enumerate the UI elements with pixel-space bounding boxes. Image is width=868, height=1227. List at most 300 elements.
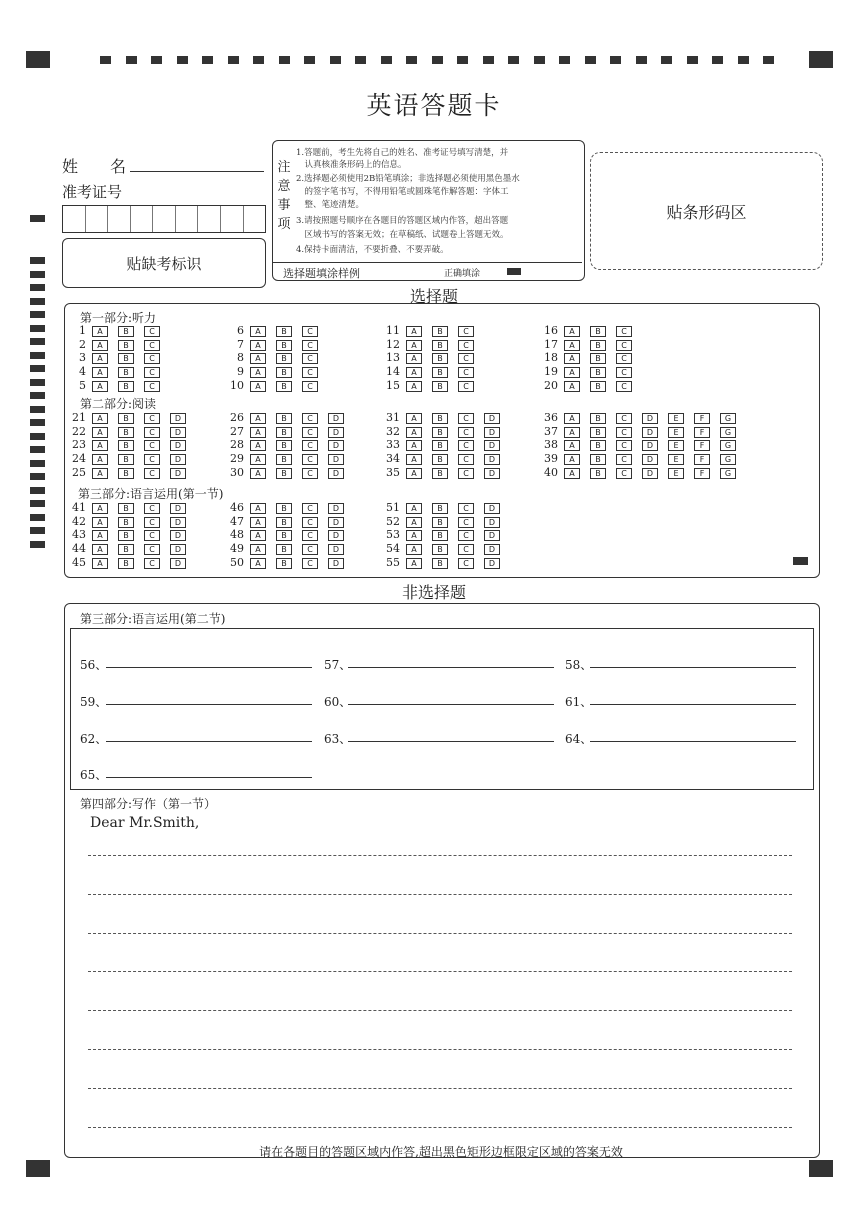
- option-bubble-c[interactable]: C: [144, 454, 160, 465]
- option-bubble-a[interactable]: A: [250, 413, 266, 424]
- option-bubble-d[interactable]: D: [484, 454, 500, 465]
- option-bubble-b[interactable]: B: [276, 427, 292, 438]
- option-bubble-a[interactable]: A: [92, 381, 108, 392]
- option-bubble-d[interactable]: D: [328, 468, 344, 479]
- option-bubble-d[interactable]: D: [484, 427, 500, 438]
- notice-item: 整、笔迹清楚。: [296, 200, 365, 210]
- question-number: 33: [386, 438, 400, 452]
- blank-60-label: 60、: [324, 695, 352, 709]
- option-bubble-b[interactable]: B: [432, 427, 448, 438]
- option-bubble-a[interactable]: A: [250, 530, 266, 541]
- option-bubble-b[interactable]: B: [118, 367, 134, 378]
- option-bubble-a[interactable]: A: [250, 353, 266, 364]
- option-bubble-b[interactable]: B: [276, 468, 292, 479]
- absent-sticker-box: [62, 238, 266, 288]
- exam-id-cell[interactable]: [153, 206, 176, 232]
- option-bubble-b[interactable]: B: [118, 326, 134, 337]
- option-bubble-c[interactable]: C: [458, 544, 474, 555]
- option-bubble-b[interactable]: B: [276, 413, 292, 424]
- option-bubble-b[interactable]: B: [276, 530, 292, 541]
- blank-57-label: 57、: [324, 658, 352, 672]
- option-bubble-c[interactable]: C: [144, 503, 160, 514]
- option-bubble-c[interactable]: C: [302, 427, 318, 438]
- writing-line[interactable]: [88, 1088, 792, 1089]
- option-bubble-c[interactable]: C: [458, 440, 474, 451]
- option-bubble-c[interactable]: C: [616, 381, 632, 392]
- option-bubble-b[interactable]: B: [432, 353, 448, 364]
- question-number: 1: [79, 324, 86, 337]
- question-number: 32: [386, 424, 400, 438]
- timing-mark: [381, 56, 392, 64]
- blank-57-field[interactable]: [348, 667, 554, 668]
- timing-mark: [559, 56, 570, 64]
- option-bubble-c[interactable]: C: [458, 367, 474, 378]
- option-bubble-b[interactable]: B: [118, 454, 134, 465]
- option-bubble-d[interactable]: D: [484, 544, 500, 555]
- option-bubble-b[interactable]: B: [118, 517, 134, 528]
- option-bubble-b[interactable]: B: [276, 454, 292, 465]
- option-bubble-b[interactable]: B: [432, 544, 448, 555]
- option-bubble-b[interactable]: B: [432, 413, 448, 424]
- option-bubble-a[interactable]: A: [564, 427, 580, 438]
- timing-mark: [661, 56, 672, 64]
- option-bubble-c[interactable]: C: [302, 326, 318, 337]
- option-bubble-b[interactable]: B: [118, 440, 134, 451]
- blank-63-field[interactable]: [348, 741, 554, 742]
- option-bubble-b[interactable]: B: [118, 530, 134, 541]
- option-bubble-d[interactable]: D: [170, 517, 186, 528]
- option-bubble-c[interactable]: C: [302, 353, 318, 364]
- option-bubble-a[interactable]: A: [564, 468, 580, 479]
- option-bubble-d[interactable]: D: [484, 558, 500, 569]
- option-bubble-a[interactable]: A: [250, 503, 266, 514]
- option-bubble-c[interactable]: C: [144, 367, 160, 378]
- option-bubble-a[interactable]: A: [406, 340, 422, 351]
- option-bubble-c[interactable]: C: [458, 468, 474, 479]
- option-bubble-a[interactable]: A: [406, 468, 422, 479]
- option-bubble-c[interactable]: C: [458, 427, 474, 438]
- writing-line[interactable]: [88, 1010, 792, 1011]
- option-bubble-a[interactable]: A: [250, 468, 266, 479]
- option-bubble-a[interactable]: A: [406, 503, 422, 514]
- option-bubble-b[interactable]: B: [118, 468, 134, 479]
- notice-item: 1.答题前，考生先将自己的姓名、准考证号填写清楚，并: [296, 148, 509, 158]
- option-bubble-d[interactable]: D: [170, 544, 186, 555]
- option-bubble-a[interactable]: A: [250, 381, 266, 392]
- exam-id-cell[interactable]: [176, 206, 199, 232]
- option-bubble-c[interactable]: C: [144, 340, 160, 351]
- option-bubble-a[interactable]: A: [92, 503, 108, 514]
- exam-id-cell[interactable]: [198, 206, 221, 232]
- option-bubble-a[interactable]: A: [92, 427, 108, 438]
- option-bubble-f[interactable]: F: [694, 413, 710, 424]
- option-bubble-g[interactable]: G: [720, 440, 736, 451]
- option-bubble-a[interactable]: A: [92, 413, 108, 424]
- option-bubble-b[interactable]: B: [276, 340, 292, 351]
- option-bubble-d[interactable]: D: [642, 468, 658, 479]
- question-number: 15: [386, 378, 400, 392]
- timing-mark: [457, 56, 468, 64]
- option-bubble-c[interactable]: C: [302, 468, 318, 479]
- option-bubble-c[interactable]: C: [144, 427, 160, 438]
- option-bubble-b[interactable]: B: [590, 367, 606, 378]
- option-bubble-d[interactable]: D: [170, 440, 186, 451]
- notice-item: 认真核准条形码上的信息。: [296, 160, 407, 170]
- exam-id-cell[interactable]: [108, 206, 131, 232]
- timing-mark: [30, 500, 45, 507]
- option-bubble-b[interactable]: B: [276, 544, 292, 555]
- option-bubble-b[interactable]: B: [276, 353, 292, 364]
- option-bubble-a[interactable]: A: [250, 440, 266, 451]
- option-bubble-c[interactable]: C: [302, 530, 318, 541]
- option-bubble-d[interactable]: D: [170, 503, 186, 514]
- exam-id-cell[interactable]: [221, 206, 244, 232]
- option-bubble-a[interactable]: A: [92, 454, 108, 465]
- option-bubble-d[interactable]: D: [328, 427, 344, 438]
- option-bubble-b[interactable]: B: [118, 340, 134, 351]
- option-bubble-c[interactable]: C: [302, 517, 318, 528]
- option-bubble-a[interactable]: A: [406, 413, 422, 424]
- part2-label: 第二部分:阅读: [80, 397, 157, 411]
- option-bubble-b[interactable]: B: [590, 440, 606, 451]
- option-bubble-c[interactable]: C: [458, 530, 474, 541]
- option-bubble-d[interactable]: D: [170, 454, 186, 465]
- option-bubble-b[interactable]: B: [432, 503, 448, 514]
- option-bubble-c[interactable]: C: [144, 326, 160, 337]
- option-bubble-a[interactable]: A: [250, 367, 266, 378]
- option-bubble-b[interactable]: B: [276, 326, 292, 337]
- notice-item: 4.保持卡面清洁，不要折叠、不要弄破。: [296, 245, 449, 255]
- blank-64-field[interactable]: [590, 741, 796, 742]
- option-bubble-a[interactable]: A: [406, 440, 422, 451]
- option-bubble-b[interactable]: B: [118, 427, 134, 438]
- option-bubble-c[interactable]: C: [616, 340, 632, 351]
- timing-mark: [406, 56, 417, 64]
- timing-mark: [30, 406, 45, 413]
- option-bubble-b[interactable]: B: [590, 353, 606, 364]
- option-bubble-b[interactable]: B: [432, 468, 448, 479]
- option-bubble-c[interactable]: C: [302, 454, 318, 465]
- question-number: 50: [230, 555, 244, 569]
- option-bubble-b[interactable]: B: [590, 413, 606, 424]
- question-number: 13: [386, 351, 400, 365]
- option-bubble-d[interactable]: D: [170, 468, 186, 479]
- question-number: 49: [230, 542, 244, 556]
- option-bubble-b[interactable]: B: [432, 367, 448, 378]
- timing-mark: [228, 56, 239, 64]
- question-number: 20: [544, 378, 558, 392]
- blank-56-field[interactable]: [106, 667, 312, 668]
- option-bubble-c[interactable]: C: [458, 353, 474, 364]
- timing-mark: [30, 215, 45, 222]
- option-bubble-b[interactable]: B: [118, 353, 134, 364]
- option-bubble-a[interactable]: A: [92, 558, 108, 569]
- option-bubble-b[interactable]: B: [276, 517, 292, 528]
- part3b-label: 第三部分:语言运用(第二节): [80, 612, 226, 626]
- option-bubble-c[interactable]: C: [302, 367, 318, 378]
- option-bubble-a[interactable]: A: [406, 530, 422, 541]
- option-bubble-c[interactable]: C: [458, 413, 474, 424]
- fill-blank-area: [70, 628, 814, 790]
- option-bubble-a[interactable]: A: [406, 326, 422, 337]
- option-bubble-c[interactable]: C: [302, 544, 318, 555]
- option-bubble-c[interactable]: C: [458, 517, 474, 528]
- option-bubble-b[interactable]: B: [590, 381, 606, 392]
- option-bubble-d[interactable]: D: [484, 413, 500, 424]
- option-bubble-c[interactable]: C: [458, 340, 474, 351]
- option-bubble-e[interactable]: E: [668, 427, 684, 438]
- option-bubble-a[interactable]: A: [564, 340, 580, 351]
- timing-mark: [253, 56, 264, 64]
- option-bubble-g[interactable]: G: [720, 468, 736, 479]
- option-bubble-g[interactable]: G: [720, 427, 736, 438]
- option-bubble-c[interactable]: C: [144, 544, 160, 555]
- option-bubble-c[interactable]: C: [302, 558, 318, 569]
- option-bubble-c[interactable]: C: [616, 413, 632, 424]
- timing-mark: [30, 527, 45, 534]
- option-bubble-a[interactable]: A: [92, 530, 108, 541]
- fill-sample-row: [272, 262, 582, 280]
- option-bubble-a[interactable]: A: [250, 326, 266, 337]
- option-bubble-a[interactable]: A: [564, 381, 580, 392]
- option-bubble-a[interactable]: A: [406, 558, 422, 569]
- writing-line[interactable]: [88, 1127, 792, 1128]
- option-bubble-a[interactable]: A: [564, 454, 580, 465]
- writing-line[interactable]: [88, 1049, 792, 1050]
- option-bubble-b[interactable]: B: [118, 558, 134, 569]
- question-number: 3: [79, 351, 86, 365]
- option-bubble-b[interactable]: B: [432, 440, 448, 451]
- option-bubble-d[interactable]: D: [170, 413, 186, 424]
- option-bubble-b[interactable]: B: [118, 413, 134, 424]
- option-bubble-f[interactable]: F: [694, 440, 710, 451]
- option-bubble-d[interactable]: D: [328, 544, 344, 555]
- question-number: 17: [544, 337, 558, 351]
- option-bubble-a[interactable]: A: [564, 367, 580, 378]
- option-bubble-c[interactable]: C: [302, 440, 318, 451]
- option-bubble-a[interactable]: A: [92, 468, 108, 479]
- option-bubble-e[interactable]: E: [668, 454, 684, 465]
- option-bubble-b[interactable]: B: [118, 503, 134, 514]
- option-bubble-b[interactable]: B: [276, 558, 292, 569]
- option-bubble-c[interactable]: C: [616, 367, 632, 378]
- option-bubble-d[interactable]: D: [484, 530, 500, 541]
- option-bubble-d[interactable]: D: [170, 530, 186, 541]
- exam-id-cell[interactable]: [63, 206, 86, 232]
- option-bubble-b[interactable]: B: [590, 340, 606, 351]
- option-bubble-a[interactable]: A: [406, 544, 422, 555]
- option-bubble-a[interactable]: A: [406, 517, 422, 528]
- option-bubble-b[interactable]: B: [276, 503, 292, 514]
- option-bubble-b[interactable]: B: [276, 381, 292, 392]
- exam-id-cell[interactable]: [131, 206, 154, 232]
- question-number: 47: [230, 514, 244, 528]
- option-bubble-c[interactable]: C: [458, 381, 474, 392]
- option-bubble-c[interactable]: C: [302, 340, 318, 351]
- option-bubble-d[interactable]: D: [484, 468, 500, 479]
- option-bubble-a[interactable]: A: [92, 440, 108, 451]
- option-bubble-c[interactable]: C: [302, 503, 318, 514]
- option-bubble-b[interactable]: B: [276, 367, 292, 378]
- option-bubble-c[interactable]: C: [302, 381, 318, 392]
- option-bubble-b[interactable]: B: [118, 544, 134, 555]
- option-bubble-c[interactable]: C: [616, 326, 632, 337]
- option-bubble-d[interactable]: D: [328, 503, 344, 514]
- option-bubble-b[interactable]: B: [432, 517, 448, 528]
- option-bubble-c[interactable]: C: [144, 440, 160, 451]
- option-bubble-c[interactable]: C: [458, 454, 474, 465]
- question-number: 39: [544, 452, 558, 466]
- option-bubble-c[interactable]: C: [144, 468, 160, 479]
- timing-mark: [30, 379, 45, 386]
- option-bubble-a[interactable]: A: [250, 454, 266, 465]
- blank-65-label: 65、: [80, 768, 108, 782]
- option-bubble-a[interactable]: A: [250, 544, 266, 555]
- timing-mark: [30, 460, 45, 467]
- option-bubble-c[interactable]: C: [144, 558, 160, 569]
- option-bubble-b[interactable]: B: [118, 381, 134, 392]
- question-number: 55: [386, 555, 400, 569]
- part1-label: 第一部分:听力: [80, 311, 157, 325]
- option-bubble-a[interactable]: A: [406, 367, 422, 378]
- blank-58-field[interactable]: [590, 667, 796, 668]
- option-bubble-b[interactable]: B: [590, 326, 606, 337]
- option-bubble-c[interactable]: C: [458, 326, 474, 337]
- name-field[interactable]: [130, 171, 264, 172]
- option-bubble-b[interactable]: B: [590, 468, 606, 479]
- option-bubble-a[interactable]: A: [250, 427, 266, 438]
- question-number: 23: [72, 438, 86, 452]
- writing-line[interactable]: [88, 894, 792, 895]
- option-bubble-a[interactable]: A: [250, 517, 266, 528]
- option-bubble-e[interactable]: E: [668, 413, 684, 424]
- writing-line[interactable]: [88, 855, 792, 856]
- option-bubble-d[interactable]: D: [642, 413, 658, 424]
- option-bubble-a[interactable]: A: [406, 353, 422, 364]
- blank-59-label: 59、: [80, 695, 108, 709]
- blank-56-label: 56、: [80, 658, 108, 672]
- option-bubble-g[interactable]: G: [720, 454, 736, 465]
- option-bubble-f[interactable]: F: [694, 468, 710, 479]
- option-bubble-d[interactable]: D: [328, 454, 344, 465]
- exam-id-grid[interactable]: [62, 205, 266, 233]
- writing-line[interactable]: [88, 971, 792, 972]
- blank-65-field[interactable]: [106, 777, 312, 778]
- option-bubble-c[interactable]: C: [616, 454, 632, 465]
- blank-60-field[interactable]: [348, 704, 554, 705]
- option-bubble-d[interactable]: D: [170, 427, 186, 438]
- option-bubble-a[interactable]: A: [564, 413, 580, 424]
- timing-mark: [330, 56, 341, 64]
- option-bubble-a[interactable]: A: [92, 367, 108, 378]
- option-bubble-d[interactable]: D: [328, 530, 344, 541]
- option-bubble-d[interactable]: D: [484, 440, 500, 451]
- option-bubble-d[interactable]: D: [328, 440, 344, 451]
- timing-mark: [279, 56, 290, 64]
- timing-mark: [738, 56, 749, 64]
- writing-line[interactable]: [88, 933, 792, 934]
- option-bubble-b[interactable]: B: [432, 558, 448, 569]
- option-bubble-b[interactable]: B: [432, 454, 448, 465]
- option-bubble-c[interactable]: C: [144, 413, 160, 424]
- option-bubble-e[interactable]: E: [668, 468, 684, 479]
- footer-warning: 请在各题目的答题区域内作答,超出黑色矩形边框限定区域的答案无效: [259, 1145, 623, 1159]
- question-number: 45: [72, 555, 86, 569]
- option-bubble-d[interactable]: D: [642, 440, 658, 451]
- option-bubble-a[interactable]: A: [564, 326, 580, 337]
- option-bubble-b[interactable]: B: [432, 340, 448, 351]
- option-bubble-b[interactable]: B: [276, 440, 292, 451]
- option-bubble-a[interactable]: A: [564, 353, 580, 364]
- option-bubble-a[interactable]: A: [250, 340, 266, 351]
- blank-62-field[interactable]: [106, 741, 312, 742]
- timing-mark: [30, 338, 45, 345]
- blank-61-field[interactable]: [590, 704, 796, 705]
- option-bubble-a[interactable]: A: [406, 381, 422, 392]
- option-bubble-a[interactable]: A: [92, 326, 108, 337]
- option-bubble-b[interactable]: B: [432, 381, 448, 392]
- exam-id-cell[interactable]: [244, 206, 266, 232]
- option-bubble-g[interactable]: G: [720, 413, 736, 424]
- timing-mark: [483, 56, 494, 64]
- option-bubble-e[interactable]: E: [668, 440, 684, 451]
- option-bubble-c[interactable]: C: [144, 517, 160, 528]
- timing-mark: [30, 311, 45, 318]
- option-bubble-d[interactable]: D: [328, 558, 344, 569]
- option-bubble-f[interactable]: F: [694, 427, 710, 438]
- option-bubble-d[interactable]: D: [328, 413, 344, 424]
- option-bubble-c[interactable]: C: [616, 468, 632, 479]
- page-title: 英语答题卡: [366, 91, 502, 120]
- option-bubble-d[interactable]: D: [328, 517, 344, 528]
- option-bubble-d[interactable]: D: [170, 558, 186, 569]
- option-bubble-c[interactable]: C: [616, 427, 632, 438]
- option-bubble-c[interactable]: C: [458, 503, 474, 514]
- blank-59-field[interactable]: [106, 704, 312, 705]
- option-bubble-a[interactable]: A: [564, 440, 580, 451]
- option-bubble-c[interactable]: C: [144, 381, 160, 392]
- option-bubble-c[interactable]: C: [616, 440, 632, 451]
- option-bubble-c[interactable]: C: [302, 413, 318, 424]
- blank-64-label: 64、: [565, 732, 593, 746]
- option-bubble-b[interactable]: B: [590, 454, 606, 465]
- option-bubble-d[interactable]: D: [642, 454, 658, 465]
- option-bubble-a[interactable]: A: [92, 517, 108, 528]
- timing-mark: [30, 271, 45, 278]
- timing-mark: [763, 56, 774, 64]
- option-bubble-d[interactable]: D: [484, 517, 500, 528]
- timing-mark: [712, 56, 723, 64]
- option-bubble-c[interactable]: C: [616, 353, 632, 364]
- option-bubble-a[interactable]: A: [406, 427, 422, 438]
- question-number: 2: [79, 337, 86, 351]
- option-bubble-b[interactable]: B: [432, 530, 448, 541]
- option-bubble-a[interactable]: A: [92, 353, 108, 364]
- option-bubble-c[interactable]: C: [144, 530, 160, 541]
- option-bubble-a[interactable]: A: [92, 544, 108, 555]
- option-bubble-a[interactable]: A: [92, 340, 108, 351]
- exam-id-cell[interactable]: [86, 206, 109, 232]
- option-bubble-b[interactable]: B: [432, 326, 448, 337]
- option-bubble-f[interactable]: F: [694, 454, 710, 465]
- option-bubble-d[interactable]: D: [484, 503, 500, 514]
- option-bubble-a[interactable]: A: [406, 454, 422, 465]
- option-bubble-c[interactable]: C: [458, 558, 474, 569]
- option-bubble-b[interactable]: B: [590, 427, 606, 438]
- option-bubble-d[interactable]: D: [642, 427, 658, 438]
- option-bubble-c[interactable]: C: [144, 353, 160, 364]
- option-bubble-a[interactable]: A: [250, 558, 266, 569]
